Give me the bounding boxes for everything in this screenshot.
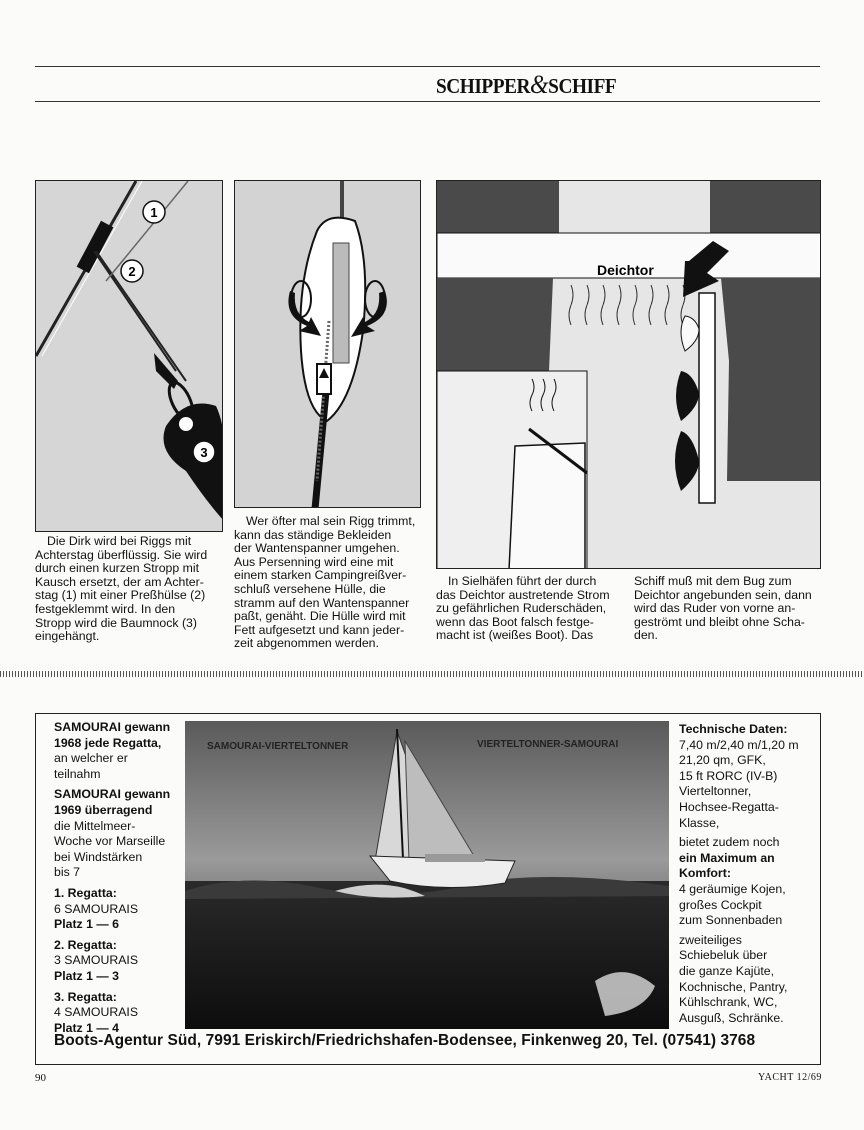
ad-text: Woche vor Marseille	[54, 834, 166, 849]
ad-contact-line: Boots-Agentur Süd, 7991 Eriskirch/Friedrichshafen-Bodensee, Finkenweg 20, Tel. (07541) 3768	[54, 1032, 756, 1049]
caption-line: Achterstag überflüssig. Sie wird	[35, 547, 208, 562]
caption-line: zeit abgenommen werden.	[234, 636, 379, 651]
caption-line: geströmt und bleibt ohne Scha-	[634, 614, 805, 629]
masthead-amp: &	[530, 70, 549, 99]
header-rule-top	[35, 66, 820, 67]
ad-text: an welcher er	[54, 751, 128, 766]
caption-line: Aus Persenning wird eine mit	[234, 554, 394, 569]
ad-text: 1. Regatta:	[54, 885, 117, 900]
ad-text: Kühlschrank, WC,	[679, 995, 778, 1010]
caption-line: den.	[634, 628, 658, 643]
ad-block-1968	[54, 720, 194, 782]
ad-text: Klasse,	[679, 815, 720, 830]
caption-line: zu gefährlichen Ruderschäden,	[436, 601, 607, 616]
figure-wantenspanner	[234, 180, 421, 508]
tech-data-title: Technische Daten:	[679, 722, 788, 736]
header-rule-bottom	[35, 101, 820, 102]
samourai-advertisement	[35, 713, 821, 1065]
caption-line: durch einen kurzen Stropp mit	[35, 561, 200, 576]
caption-line: stramm auf den Wantenspanner	[234, 595, 410, 610]
issue-label: YACHT 12/69	[758, 1072, 822, 1083]
page-number: 90	[35, 1072, 46, 1084]
ad-text: 21,20 qm, GFK,	[679, 753, 766, 768]
figure-deichtor	[436, 180, 821, 569]
ad-text: 1969 überragend	[54, 802, 153, 817]
sailboat-photo	[185, 721, 669, 1029]
ad-text: Platz 1 — 4	[54, 1020, 119, 1035]
caption-line: festgeklemmt wird. In den	[35, 601, 176, 616]
ad-text: 3. Regatta:	[54, 989, 117, 1004]
ad-text: ein Maximum an	[679, 850, 775, 865]
figure-dirk	[35, 180, 223, 532]
caption-line: einem starken Campingreißver-	[234, 568, 407, 583]
ad-block-regatta-3	[54, 990, 194, 1037]
caption-line: der Wantenspanner umgehen.	[234, 541, 400, 556]
caption-line: Wer öfter mal sein Rigg trimmt,	[246, 514, 416, 528]
ad-text: 2. Regatta:	[54, 937, 117, 952]
caption-line: Stropp wird die Baumnock (3)	[35, 615, 197, 630]
caption-line: kann das ständige Bekleiden	[234, 527, 392, 542]
caption-wantenspanner	[234, 515, 421, 651]
ad-text: die Mittelmeer-	[54, 818, 136, 833]
ad-text: Kochnische, Pantry,	[679, 979, 788, 994]
caption-line: wenn das Boot falsch festge-	[436, 614, 594, 629]
caption-line: eingehängt.	[35, 629, 100, 644]
caption-line: Fett aufgesetzt und kann jeder-	[234, 622, 405, 637]
ad-left-column	[54, 720, 194, 1041]
ad-text: Vierteltonner,	[679, 784, 752, 799]
ad-text: bei Windstärken	[54, 849, 143, 864]
masthead	[436, 70, 616, 100]
caption-line: Kausch ersetzt, der am Achter-	[35, 574, 204, 589]
ad-text: 15 ft RORC (IV-B)	[679, 768, 778, 783]
ad-text: 1968 jede Regatta,	[54, 735, 162, 750]
ad-text: 4 SAMOURAIS	[54, 1005, 139, 1020]
ad-text: zum Sonnenbaden	[679, 913, 783, 928]
ad-text: Platz 1 — 3	[54, 968, 119, 983]
ad-text: Komfort:	[679, 866, 731, 881]
section-divider	[0, 671, 864, 677]
caption-line: das Deichtor austretende Strom	[436, 587, 610, 602]
callout-3: 3	[200, 445, 208, 460]
ad-text: zweiteiliges	[679, 932, 742, 947]
ad-block-regatta-2	[54, 938, 194, 985]
photo-caption-right: VIERTELTONNER-SAMOURAI	[477, 739, 619, 750]
caption-line: macht ist (weißes Boot). Das	[436, 628, 594, 643]
ad-text: teilnahm	[54, 766, 101, 781]
ad-text: 4 geräumige Kojen,	[679, 881, 786, 896]
caption-line: Deichtor angebunden sein, dann	[634, 587, 812, 602]
ad-text: 7,40 m/2,40 m/1,20 m	[679, 737, 799, 752]
masthead-left: SCHIPPER	[436, 74, 531, 98]
ad-text: großes Cockpit	[679, 897, 762, 912]
caption-line: schluß versehene Hülle, die	[234, 581, 386, 596]
caption-deichtor-2	[634, 575, 821, 643]
caption-line: paßt, genäht. Die Hülle wird mit	[234, 609, 406, 624]
callout-1: 1	[150, 205, 158, 220]
ad-text: 6 SAMOURAIS	[54, 901, 139, 916]
ad-text: SAMOURAI gewann	[54, 787, 171, 802]
caption-deichtor-1	[436, 575, 622, 643]
ad-block-regatta-1	[54, 886, 194, 933]
ad-text: die ganze Kajüte,	[679, 963, 775, 978]
ad-text: SAMOURAI gewann	[54, 720, 171, 734]
ad-text: 3 SAMOURAIS	[54, 953, 139, 968]
ad-right-column	[679, 722, 819, 1026]
ad-text: bietet zudem noch	[679, 835, 780, 850]
masthead-right: SCHIFF	[548, 74, 617, 98]
ad-text: Schiebeluk über	[679, 948, 768, 963]
ad-text: Hochsee-Regatta-	[679, 799, 779, 814]
ad-text: Platz 1 — 6	[54, 917, 119, 932]
ad-text: Ausguß, Schränke.	[679, 1010, 784, 1025]
callout-2: 2	[128, 264, 136, 279]
ad-text: bis 7	[54, 865, 80, 880]
caption-dirk	[35, 535, 223, 644]
caption-line: Die Dirk wird bei Riggs mit	[47, 534, 192, 548]
caption-line: stag (1) mit einer Preßhülse (2)	[35, 588, 206, 603]
deichtor-label: Deichtor	[597, 262, 654, 278]
caption-line: wird das Ruder von vorne an-	[634, 601, 796, 616]
caption-line: In Sielhäfen führt der durch	[448, 574, 597, 588]
caption-line: Schiff muß mit dem Bug zum	[634, 574, 792, 588]
ad-block-1969	[54, 787, 194, 881]
photo-caption-left: SAMOURAI-VIERTELTONNER	[207, 741, 349, 752]
